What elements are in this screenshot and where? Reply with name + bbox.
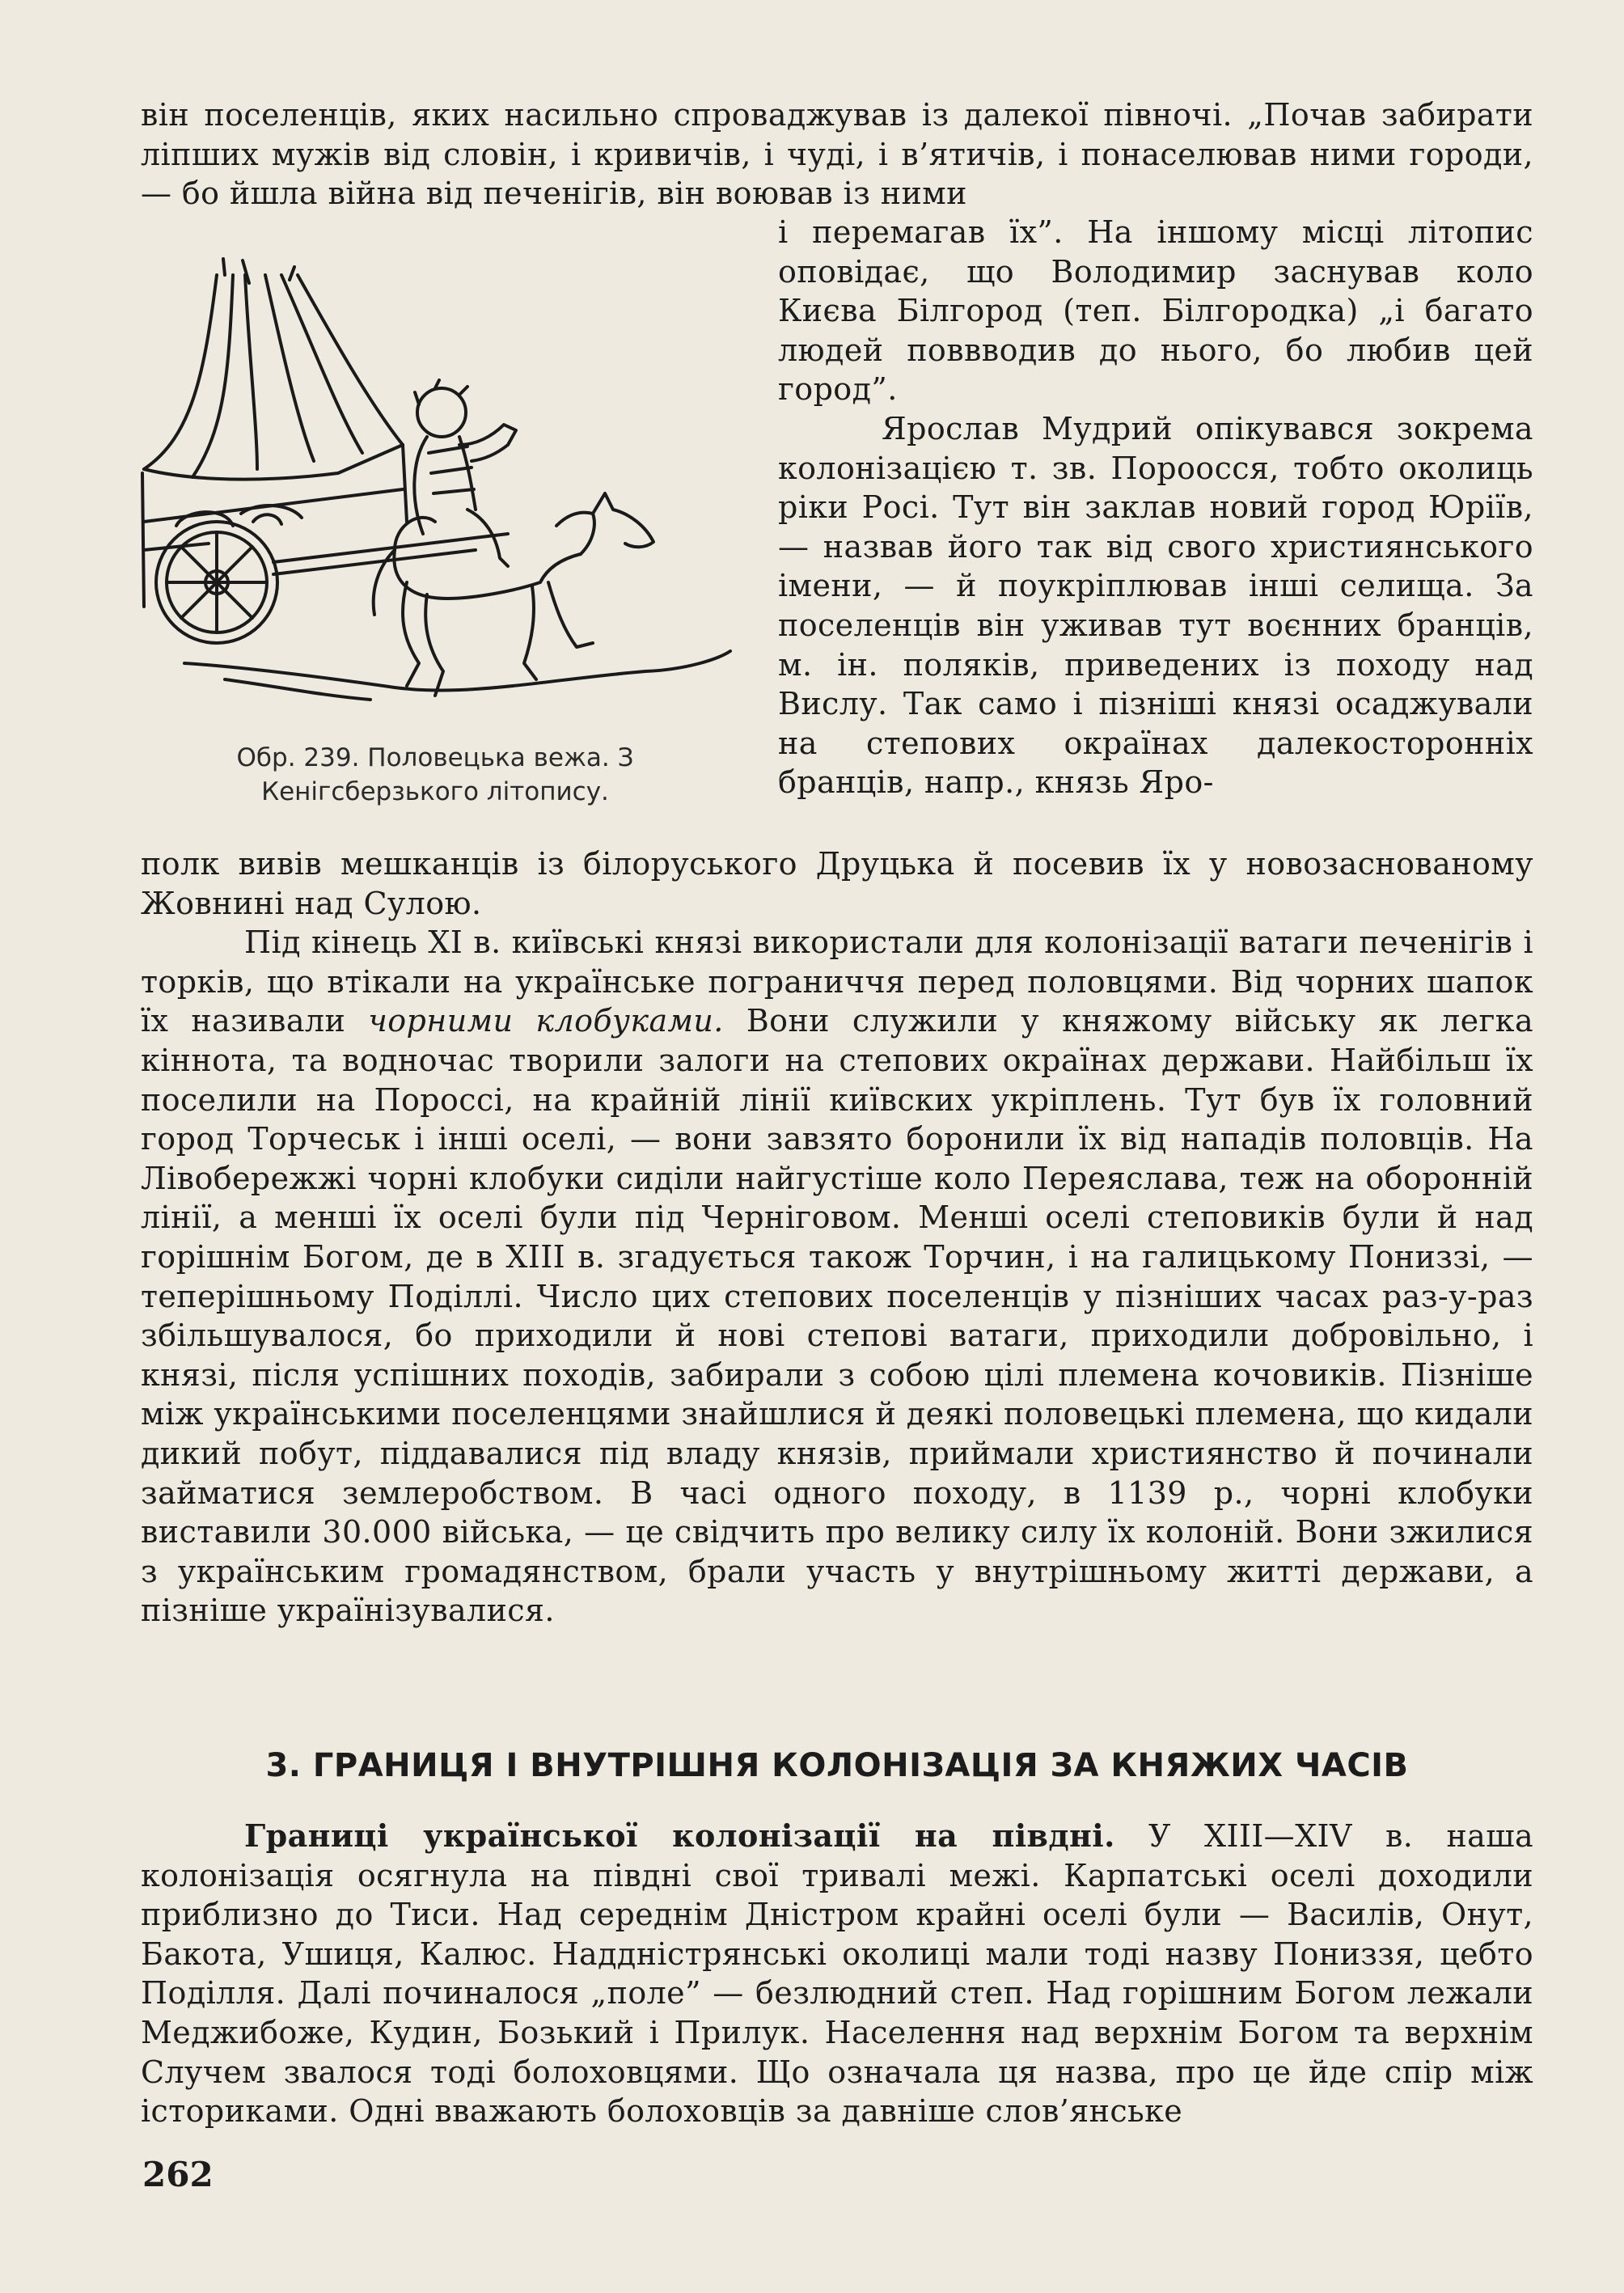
- paragraph-chorni-klobuky: [141, 923, 1533, 1631]
- figure-caption: Обр. 239. Половецька вежа. З Кенігсберзького літопису.: [236, 743, 634, 806]
- section-heading: 3. ГРАНИЦЯ І ВНУТРІШНЯ КОЛОНІЗАЦІЯ ЗА КНЯЖИХ ЧАСІВ: [265, 1747, 1409, 1784]
- section-paragraph-text: У XIII—XIV в. наша колонізація осягнула на півдні свої тривалі межі. Карпатські оселі доходили приблизно до Тиси. Над середнім Дністром крайні оселі були — Василів, Онут, Бакота, Ушиця, Калюс. Наддністрянські околиці мали тоді назву Пониззя, цебто Поділля. Далі починалося „поле” — безлюдний степ. Над горішним Богом лежали Меджибоже, Кудин, Бозький і Прилук. Населення над верхнім Богом та верхнім Случем звалося тоді болоховцями. Що означала ця назва, про це йде спір між істориками. Одні вважають болоховців за давніше слов’янське: [141, 1818, 1534, 2130]
- side-paragraph-2: Ярослав Мудрий опікувався зокрема колонізацією т. зв. Пороосся, тобто околиць ріки Росі. Тут він заклав новий город Юріїв, — назвав його так від свого християнського імени, — й поукріплював інші селища. За поселенців він уживав тут воєнних бранців, м. ін. поляків, приведених із походу над Вислу. Так само і пізніші князі осаджували на степових окраїнах далекосторонніх бранців, напр., князь Яро-: [778, 410, 1533, 801]
- intro-paragraph: [141, 95, 1533, 214]
- intro-text: він поселенців, яких насильно спроваджував із далекої півночі. „Почав забирати ліпших мужів від словін, і кривичів, і чуді, і в’ятичів, і понаселював ними городи, — бо йшла війна від печенігів, він воював із ними: [141, 97, 1533, 212]
- page-number: 262: [142, 2155, 214, 2194]
- section-body: [141, 1817, 1533, 2131]
- emphasis-term: чорними клобуками.: [368, 1003, 724, 1039]
- paragraph-text-b: Вони служили у княжому війську як легка кіннота, та водночас творили залоги на степових окраїнах держави. Найбільш їх поселили на Пороссі, на крайній лінії київских укріплень. Тут був їх головний город Торчеськ і інші оселі, — вони завзято боронили їх від нападів половців. На Лівобережжі чорні клобуки сиділи найгустіше коло Переяслава, теж на оборонній лінії, а менші їх оселі були під Черніговом. Менші оселі степовиків були й над горішнім Богом, де в XIII в. згадується також Торчин, і на галицькому Пониззі, — теперішньому Поділлі. Число цих степових поселенців у пізніших часах раз-у-раз збільшувалося, бо приходили й нові степові ватаги, приходили добровільно, і князі, після успішних походів, забирали з собою цілі племена кочовиків. Пізніше між українськими поселенцями знайшлися й деякі половецькі племена, що кидали дикий побут, піддавалися під владу князів, приймали християнство й починали займатися землеробством. В часі одного походу, в 1139 р., чорні клобуки виставили 30.000 війська, — це свідчить про велику силу їх колоній. Вони зжилися з українським громадянством, брали участь у внутрішньому житті держави, а пізніше українізувалися.: [141, 1003, 1534, 1629]
- section-paragraph: [141, 1817, 1533, 2131]
- continued-text: [141, 844, 1533, 1631]
- polovtsian-tower-cart-icon: [128, 243, 742, 744]
- paragraph-text-a: Під кінець XI в. київські князі використали для колонізації ватаги печенігів і торків, що втікали на українське пограниччя перед половцями. Від чорних шапок їх називали: [141, 924, 1533, 1039]
- side-column: [778, 213, 1533, 802]
- subheading: Границі української колонізації на півдні.: [244, 1817, 1115, 1854]
- figure-illustration: [128, 243, 742, 744]
- side-paragraph-1: і перемагав їх”. На іншому місці літопис оповідає, що Володимир заснував коло Києва Білгород (теп. Білгородка) „і багато людей поввводив до нього, бо любив цей город”.: [778, 214, 1533, 408]
- paragraph-end: полк вивів мешканців із білоруського Друцька й посевив їх у новозаснованому Жовнині над Сулою.: [141, 846, 1533, 921]
